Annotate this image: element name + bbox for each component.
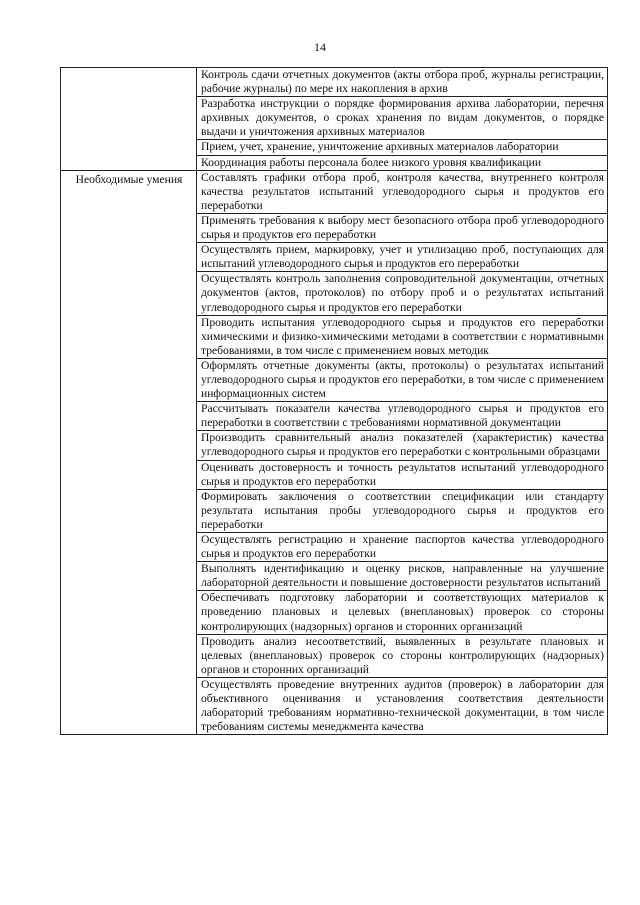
page-number: 14 [314,40,326,54]
table-cell: Рассчитывать показатели качества углеводородного сырья и продуктов его переработки в соответствии с требованиями нормативной документации [197,402,608,431]
table-cell: Осуществлять регистрацию и хранение паспортов качества углеводородного сырья и продуктов его переработки [197,533,608,562]
table-cell: Проводить анализ несоответствий, выявленных в результате плановых и целевых (внеплановых) проверок со стороны контролирующих (надзорных) органов и сторонних организаций [197,634,608,677]
table-cell: Оформлять отчетные документы (акты, протоколы) о результатах испытаний углеводородного сырья и продуктов его переработки, в том числе с применением информационных систем [197,358,608,401]
table-cell: Прием, учет, хранение, уничтожение архивных материалов лаборатории [197,140,608,155]
table-cell: Осуществлять прием, маркировку, учет и утилизацию проб, поступающих для испытаний углеводородного сырья и продуктов его переработки [197,243,608,272]
table-row [61,170,608,213]
table-cell: Разработка инструкции о порядке формирования архива лаборатории, перечня архивных документов, о сроках хранения по видам документов, о порядке выдачи и уничтожения архивных материалов [197,97,608,140]
table-cell: Координация работы персонала более низкого уровня квалификации [197,155,608,170]
empty-label-cell [61,68,197,171]
table-cell: Обеспечивать подготовку лаборатории и соответствующих материалов к проведению плановых и целевых (внеплановых) проверок со стороны контролирующих (надзорных) органов и сторонних организаций [197,591,608,634]
table-cell: Осуществлять контроль заполнения сопроводительной документации, отчетных документов (актов, протоколов) по отбору проб и о результатах испытаний углеводородного сырья и продуктов его переработки [197,272,608,315]
table-cell: Производить сравнительный анализ показателей (характеристик) качества углеводородного сырья и продуктов его переработки с контрольными образцами [197,431,608,460]
table-cell: Осуществлять проведение внутренних аудитов (проверок) в лаборатории для объективного оценивания и установления соответствия деятельности лабораторий требованиям нормативно-технической документации, в том числе требованиям системы менеджмента качества [197,677,608,734]
section-label: Необходимые умения [61,170,197,735]
table-cell: Формировать заключения о соответствии спецификации или стандарту результата испытания пробы углеводородного сырья и продуктов его переработки [197,489,608,532]
competency-table [60,67,608,735]
table-cell: Проводить испытания углеводородного сырья и продуктов его переработки химическими и физико-химическими методами в соответствии с нормативными требованиями, в том числе с применением новых методик [197,315,608,358]
table-cell: Составлять графики отбора проб, контроля качества, внутреннего контроля качества результатов испытаний углеводородного сырья и продуктов его переработки [197,170,608,213]
table-cell: Применять требования к выбору мест безопасного отбора проб углеводородного сырья и продуктов его переработки [197,213,608,242]
table-cell: Оценивать достоверность и точность результатов испытаний углеводородного сырья и продуктов его переработки [197,460,608,489]
table-row [61,68,608,97]
table-cell: Контроль сдачи отчетных документов (акты отбора проб, журналы регистрации, рабочие журналы) по мере их накопления в архив [197,68,608,97]
table-cell: Выполнять идентификацию и оценку рисков, направленные на улучшение лабораторной деятельности и повышение достоверности результатов испытаний [197,562,608,591]
